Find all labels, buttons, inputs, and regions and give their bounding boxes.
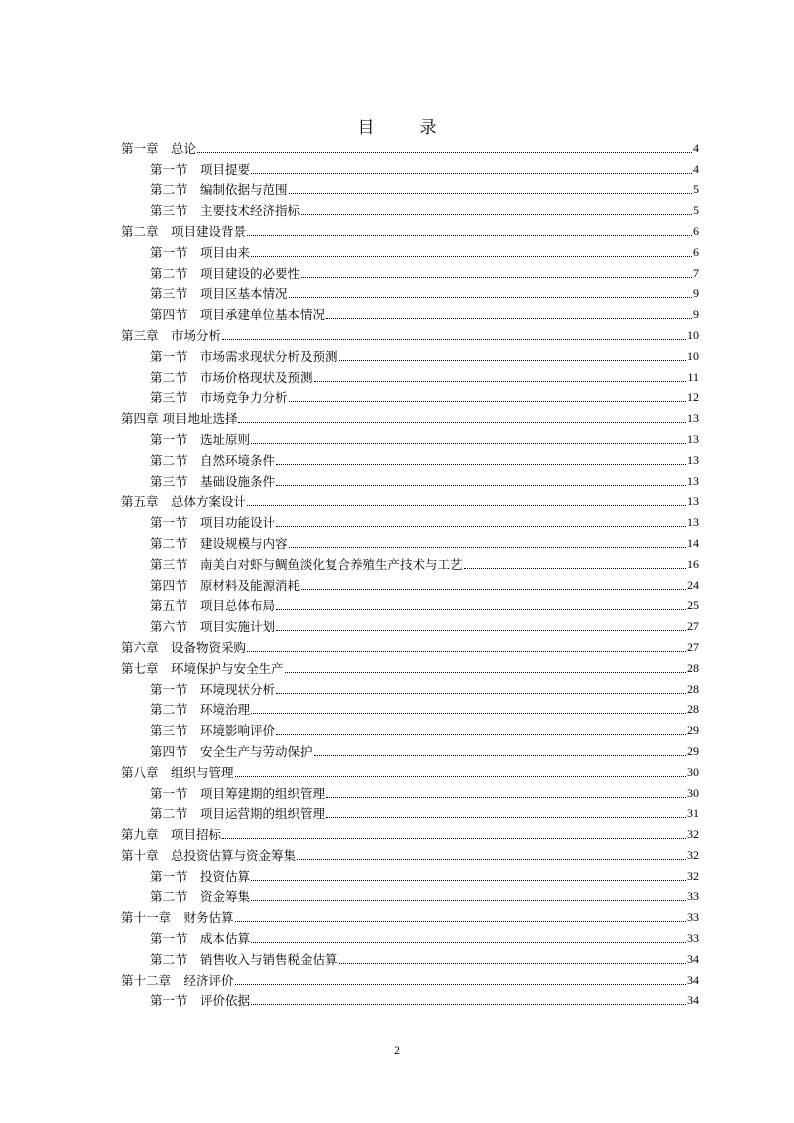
dot-leader: [464, 567, 686, 569]
toc-entry-page: 4: [693, 140, 699, 155]
toc-entry-page: 25: [687, 598, 699, 613]
toc-entry-label: 第十二章 经济评价: [121, 972, 234, 988]
toc-entry-label: 第三节 环境影响评价: [150, 723, 276, 739]
toc-entry-label: 第二节 销售收入与销售税金估算: [150, 951, 338, 967]
toc-entry-page: 7: [693, 265, 699, 280]
toc-entry-label: 第十章 总投资估算与资金筹集: [121, 847, 297, 863]
toc-entry-page: 6: [693, 223, 699, 238]
toc-entry-label: 第一节 项目功能设计: [150, 515, 276, 531]
dot-leader: [326, 796, 686, 798]
toc-entry-label: 第一节 评价依据: [150, 993, 251, 1009]
toc-section-entry[interactable]: [121, 156, 699, 177]
dot-leader: [251, 442, 686, 444]
toc-entry-label: 第十一章 财务估算: [121, 910, 234, 926]
toc-section-entry[interactable]: [121, 697, 699, 718]
dot-leader: [276, 484, 686, 486]
toc-entry-page: 29: [687, 743, 699, 758]
toc-section-entry[interactable]: [121, 613, 699, 634]
toc-section-entry[interactable]: [121, 780, 699, 801]
toc-chapter-entry[interactable]: [121, 634, 699, 655]
toc-entry-label: 第四节 安全生产与劳动保护: [150, 743, 313, 759]
toc-section-entry[interactable]: [121, 551, 699, 572]
toc-chapter-entry[interactable]: [121, 489, 699, 510]
toc-entry-page: 10: [687, 348, 699, 363]
dot-leader: [251, 172, 692, 174]
toc-entry-page: 28: [687, 702, 699, 717]
dot-leader: [251, 899, 686, 901]
toc-section-entry[interactable]: [121, 426, 699, 447]
toc-entry-label: 第二节 自然环境条件: [150, 452, 276, 468]
toc-entry-page: 27: [687, 639, 699, 654]
toc-section-entry[interactable]: [121, 468, 699, 489]
toc-entry-page: 13: [687, 431, 699, 446]
toc-entry-page: 16: [687, 556, 699, 571]
toc-section-entry[interactable]: [121, 946, 699, 967]
dot-leader: [301, 213, 692, 215]
toc-entry-label: 第一节 成本估算: [150, 931, 251, 947]
toc-entry-page: 13: [687, 473, 699, 488]
toc-section-entry[interactable]: [121, 738, 699, 759]
dot-leader: [247, 234, 692, 236]
toc-entry-page: 24: [687, 577, 699, 592]
dot-leader: [326, 317, 692, 319]
toc-entry-label: 第三节 主要技术经济指标: [150, 203, 301, 219]
toc-entry-label: 第五章 总体方案设计: [121, 494, 247, 510]
toc-section-entry[interactable]: [121, 385, 699, 406]
dot-leader: [297, 858, 686, 860]
dot-leader: [235, 983, 686, 985]
toc-chapter-entry[interactable]: [121, 135, 699, 156]
toc-entry-label: 第二节 环境治理: [150, 702, 251, 718]
toc-section-entry[interactable]: [121, 364, 699, 385]
toc-section-entry[interactable]: [121, 177, 699, 198]
toc-section-entry[interactable]: [121, 801, 699, 822]
toc-entry-label: 第九章 项目招标: [121, 827, 222, 843]
toc-entry-page: 11: [687, 369, 699, 384]
dot-leader: [276, 608, 686, 610]
toc-entry-label: 第四节 原材料及能源消耗: [150, 577, 301, 593]
toc-section-entry[interactable]: [121, 925, 699, 946]
toc-entry-page: 32: [687, 847, 699, 862]
dot-leader: [276, 629, 686, 631]
toc-entry-label: 第六章 设备物资采购: [121, 639, 247, 655]
toc-entry-label: 第二节 市场价格现状及预测: [150, 369, 313, 385]
toc-entry-page: 33: [687, 889, 699, 904]
toc-entry-page: 13: [687, 452, 699, 467]
dot-leader: [314, 754, 686, 756]
dot-leader: [222, 837, 686, 839]
toc-entry-label: 第四章 项目地址选择: [121, 411, 238, 427]
dot-leader: [289, 192, 692, 194]
toc-entry-label: 第一节 项目由来: [150, 244, 251, 260]
toc-section-entry[interactable]: [121, 301, 699, 322]
toc-entry-page: 9: [693, 307, 699, 322]
toc-entry-label: 第二节 编制依据与范围: [150, 182, 288, 198]
toc-entry-page: 10: [687, 327, 699, 342]
dot-leader: [197, 151, 692, 153]
dot-leader: [276, 692, 686, 694]
toc-entry-page: 28: [687, 660, 699, 675]
toc-entry-label: 第一节 市场需求现状分析及预测: [150, 348, 338, 364]
toc-section-entry[interactable]: [121, 509, 699, 530]
table-of-contents: [121, 135, 699, 1008]
toc-entry-label: 第一节 选址原则: [150, 431, 251, 447]
toc-entry-page: 13: [687, 515, 699, 530]
toc-chapter-entry[interactable]: [121, 218, 699, 239]
toc-entry-page: 30: [687, 764, 699, 779]
dot-leader: [247, 504, 686, 506]
toc-chapter-entry[interactable]: [121, 821, 699, 842]
toc-section-entry[interactable]: [121, 260, 699, 281]
toc-section-entry[interactable]: [121, 281, 699, 302]
toc-entry-label: 第二节 建设规模与内容: [150, 535, 288, 551]
toc-section-entry[interactable]: [121, 572, 699, 593]
dot-leader: [289, 400, 686, 402]
toc-section-entry[interactable]: [121, 863, 699, 884]
toc-chapter-entry[interactable]: [121, 405, 699, 426]
toc-entry-label: 第三节 项目区基本情况: [150, 286, 288, 302]
toc-entry-label: 第二节 项目建设的必要性: [150, 265, 301, 281]
toc-chapter-entry[interactable]: [121, 904, 699, 925]
toc-entry-label: 第六节 项目实施计划: [150, 619, 276, 635]
page-number: 2: [394, 1045, 400, 1057]
toc-entry-page: 34: [687, 951, 699, 966]
dot-leader: [251, 712, 686, 714]
dot-leader: [251, 1003, 686, 1005]
dot-leader: [238, 421, 686, 423]
dot-leader: [247, 650, 686, 652]
dot-leader: [276, 463, 686, 465]
toc-entry-label: 第一节 项目提要: [150, 161, 251, 177]
toc-entry-label: 第三章 市场分析: [121, 327, 222, 343]
toc-section-entry[interactable]: [121, 884, 699, 905]
toc-entry-label: 第一章 总论: [121, 140, 197, 156]
toc-entry-page: 31: [687, 806, 699, 821]
toc-section-entry[interactable]: [121, 717, 699, 738]
toc-entry-label: 第七章 环境保护与安全生产: [121, 660, 284, 676]
dot-leader: [222, 338, 686, 340]
toc-entry-page: 29: [687, 723, 699, 738]
toc-entry-page: 33: [687, 931, 699, 946]
toc-entry-page: 13: [687, 411, 699, 426]
dot-leader: [289, 296, 692, 298]
dot-leader: [289, 546, 686, 548]
toc-section-entry[interactable]: [121, 988, 699, 1009]
page-title: 目 录: [357, 118, 451, 138]
toc-entry-page: 28: [687, 681, 699, 696]
dot-leader: [339, 359, 686, 361]
toc-section-entry[interactable]: [121, 197, 699, 218]
toc-entry-label: 第三节 基础设施条件: [150, 473, 276, 489]
dot-leader: [301, 276, 692, 278]
dot-leader: [276, 525, 686, 527]
toc-entry-page: 12: [687, 390, 699, 405]
dot-leader: [326, 816, 686, 818]
dot-leader: [251, 941, 686, 943]
toc-entry-page: 5: [693, 182, 699, 197]
toc-entry-page: 27: [687, 619, 699, 634]
toc-entry-label: 第一节 环境现状分析: [150, 681, 276, 697]
toc-chapter-entry[interactable]: [121, 842, 699, 863]
dot-leader: [339, 962, 686, 964]
toc-entry-page: 34: [687, 972, 699, 987]
toc-section-entry[interactable]: [121, 530, 699, 551]
toc-entry-page: 14: [687, 535, 699, 550]
toc-entry-page: 5: [693, 203, 699, 218]
dot-leader: [235, 775, 686, 777]
dot-leader: [235, 920, 686, 922]
toc-entry-label: 第二章 项目建设背景: [121, 223, 247, 239]
toc-entry-page: 34: [687, 993, 699, 1008]
toc-entry-label: 第一节 项目筹建期的组织管理: [150, 785, 326, 801]
toc-entry-label: 第八章 组织与管理: [121, 764, 234, 780]
dot-leader: [314, 380, 687, 382]
toc-entry-page: 4: [693, 161, 699, 176]
toc-entry-page: 9: [693, 286, 699, 301]
toc-entry-label: 第二节 项目运营期的组织管理: [150, 806, 326, 822]
toc-entry-page: 6: [693, 244, 699, 259]
toc-entry-label: 第三节 南美白对虾与鲷鱼淡化复合养殖生产技术与工艺: [150, 556, 463, 572]
toc-chapter-entry[interactable]: [121, 322, 699, 343]
toc-chapter-entry[interactable]: [121, 967, 699, 988]
toc-section-entry[interactable]: [121, 239, 699, 260]
toc-entry-page: 30: [687, 785, 699, 800]
toc-section-entry[interactable]: [121, 676, 699, 697]
toc-entry-page: 33: [687, 910, 699, 925]
toc-chapter-entry[interactable]: [121, 655, 699, 676]
toc-entry-label: 第三节 市场竞争力分析: [150, 390, 288, 406]
toc-entry-page: 13: [687, 494, 699, 509]
toc-section-entry[interactable]: [121, 447, 699, 468]
dot-leader: [251, 255, 692, 257]
toc-entry-page: 32: [687, 868, 699, 883]
dot-leader: [301, 588, 686, 590]
dot-leader: [285, 671, 686, 673]
toc-entry-label: 第一节 投资估算: [150, 868, 251, 884]
toc-chapter-entry[interactable]: [121, 759, 699, 780]
toc-entry-label: 第四节 项目承建单位基本情况: [150, 307, 326, 323]
toc-entry-label: 第二节 资金筹集: [150, 889, 251, 905]
toc-entry-page: 32: [687, 827, 699, 842]
dot-leader: [251, 879, 686, 881]
toc-section-entry[interactable]: [121, 343, 699, 364]
toc-entry-label: 第五节 项目总体布局: [150, 598, 276, 614]
toc-section-entry[interactable]: [121, 593, 699, 614]
dot-leader: [276, 733, 686, 735]
